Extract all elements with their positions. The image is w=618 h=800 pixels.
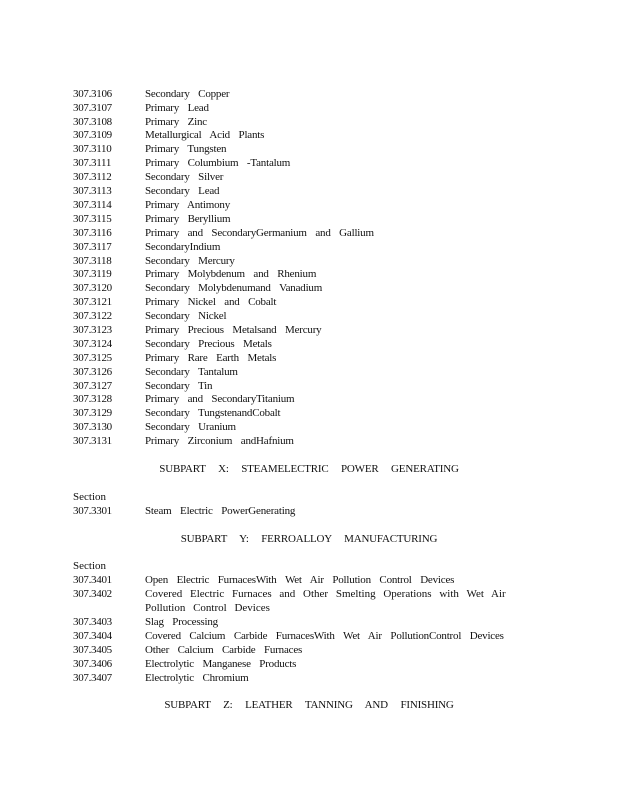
section-title: Secondary Silver bbox=[145, 171, 224, 183]
section-number: 307.3118 bbox=[73, 255, 112, 267]
section-number: 307.3116 bbox=[73, 227, 112, 239]
section-title: Secondary Copper bbox=[145, 88, 230, 100]
section-number: 307.3126 bbox=[73, 366, 112, 378]
section-title: SecondaryIndium bbox=[145, 241, 221, 253]
list-item bbox=[0, 170, 618, 184]
list-item bbox=[0, 142, 618, 156]
list-item bbox=[0, 156, 618, 170]
section-title: Covered Electric Furnaces and Other Smelting Operations with Wet Air Pollution Control Devices bbox=[145, 588, 506, 614]
section-title: Secondary Nickel bbox=[145, 310, 227, 322]
list-item bbox=[0, 392, 618, 406]
section-number: 307.3301 bbox=[73, 505, 112, 517]
list-item bbox=[0, 365, 618, 379]
section-title: Secondary Tantalum bbox=[145, 366, 238, 378]
list-item bbox=[0, 128, 618, 142]
subpart-heading: SUBPART Y: FERROALLOY MANUFACTURING bbox=[180, 533, 438, 545]
list-item bbox=[0, 406, 618, 420]
section-title: Primary Rare Earth Metals bbox=[145, 352, 277, 364]
section-number: 307.3407 bbox=[73, 672, 112, 684]
list-item bbox=[0, 281, 618, 295]
section-title: Primary and SecondaryTitanium bbox=[145, 393, 295, 405]
section-title: Other Calcium Carbide Furnaces bbox=[145, 644, 303, 656]
list-item bbox=[0, 434, 618, 448]
section-number: 307.3129 bbox=[73, 407, 112, 419]
section-number: 307.3131 bbox=[73, 435, 112, 447]
section-number: 307.3406 bbox=[73, 658, 112, 670]
subpart-z-heading-row bbox=[0, 698, 618, 712]
section-title: Primary and SecondaryGermanium and Gallium bbox=[145, 227, 374, 239]
section-title: Open Electric FurnacesWith Wet Air Pollution Control Devices bbox=[145, 574, 455, 586]
section-title: Slag Processing bbox=[145, 616, 218, 628]
section-number: 307.3127 bbox=[73, 380, 112, 392]
list-item bbox=[0, 101, 618, 115]
subpart-heading: SUBPART Z: LEATHER TANNING AND FINISHING bbox=[164, 699, 454, 711]
list-item bbox=[0, 573, 618, 587]
section-title: Secondary Lead bbox=[145, 185, 220, 197]
list-item bbox=[0, 87, 618, 101]
section-title: Secondary Mercury bbox=[145, 255, 235, 267]
section-number: 307.3109 bbox=[73, 129, 112, 141]
section-title: Primary Nickel and Cobalt bbox=[145, 296, 277, 308]
section-number: 307.3113 bbox=[73, 185, 112, 197]
section-label: Section bbox=[73, 560, 106, 572]
section-title: Electrolytic Manganese Products bbox=[145, 658, 297, 670]
list-item bbox=[0, 671, 618, 685]
section-number: 307.3106 bbox=[73, 88, 112, 100]
list-item bbox=[0, 184, 618, 198]
list-item bbox=[0, 504, 618, 518]
subpart-y-heading-row bbox=[0, 532, 618, 546]
section-label-row bbox=[0, 490, 618, 504]
section-title: Primary Molybdenum and Rhenium bbox=[145, 268, 317, 280]
section-number: 307.3402 bbox=[73, 588, 112, 600]
section-number: 307.3125 bbox=[73, 352, 112, 364]
section-number: 307.3403 bbox=[73, 616, 112, 628]
section-title: Steam Electric PowerGenerating bbox=[145, 505, 296, 517]
section-title: Secondary Molybdenumand Vanadium bbox=[145, 282, 323, 294]
list-item bbox=[0, 629, 618, 643]
list-item bbox=[0, 212, 618, 226]
section-number: 307.3114 bbox=[73, 199, 112, 211]
section-title: Metallurgical Acid Plants bbox=[145, 129, 265, 141]
section-number: 307.3110 bbox=[73, 143, 112, 155]
section-title: Primary Zinc bbox=[145, 116, 207, 128]
section-number: 307.3107 bbox=[73, 102, 112, 114]
section-number: 307.3404 bbox=[73, 630, 112, 642]
section-title: Secondary TungstenandCobalt bbox=[145, 407, 281, 419]
list-item bbox=[0, 240, 618, 254]
section-number: 307.3122 bbox=[73, 310, 112, 322]
list-item bbox=[0, 198, 618, 212]
list-item bbox=[0, 337, 618, 351]
list-item bbox=[0, 267, 618, 281]
list-item bbox=[0, 226, 618, 240]
section-title: Primary Tungsten bbox=[145, 143, 227, 155]
section-title: Primary Zirconium andHafnium bbox=[145, 435, 294, 447]
section-number: 307.3121 bbox=[73, 296, 112, 308]
section-number: 307.3119 bbox=[73, 268, 112, 280]
section-number: 307.3405 bbox=[73, 644, 112, 656]
section-number: 307.3123 bbox=[73, 324, 112, 336]
list-item bbox=[0, 657, 618, 671]
list-item bbox=[0, 351, 618, 365]
list-item bbox=[0, 323, 618, 337]
section-number: 307.3115 bbox=[73, 213, 112, 225]
subpart-x-heading-row bbox=[0, 462, 618, 476]
section-label-row bbox=[0, 559, 618, 573]
section-number: 307.3112 bbox=[73, 171, 112, 183]
list-item bbox=[0, 643, 618, 657]
list-item bbox=[0, 615, 618, 629]
list-item bbox=[0, 115, 618, 129]
section-label: Section bbox=[73, 491, 106, 503]
section-title: Primary Columbium -Tantalum bbox=[145, 157, 291, 169]
section-title: Secondary Tin bbox=[145, 380, 213, 392]
section-title: Secondary Uranium bbox=[145, 421, 236, 433]
section-title: Primary Lead bbox=[145, 102, 209, 114]
section-title: Secondary Precious Metals bbox=[145, 338, 272, 350]
section-number: 307.3108 bbox=[73, 116, 112, 128]
section-number: 307.3401 bbox=[73, 574, 112, 586]
list-item bbox=[0, 295, 618, 309]
section-number: 307.3130 bbox=[73, 421, 112, 433]
list-item bbox=[0, 254, 618, 268]
section-title: Primary Precious Metalsand Mercury bbox=[145, 324, 322, 336]
list-item bbox=[0, 420, 618, 434]
list-item bbox=[0, 309, 618, 323]
section-title: Primary Antimony bbox=[145, 199, 230, 211]
section-number: 307.3120 bbox=[73, 282, 112, 294]
subpart-heading: SUBPART X: STEAMELECTRIC POWER GENERATING bbox=[159, 463, 459, 475]
section-number: 307.3117 bbox=[73, 241, 112, 253]
section-title: Covered Calcium Carbide FurnacesWith Wet Air PollutionControl Devices bbox=[145, 630, 504, 642]
section-title: Primary Beryllium bbox=[145, 213, 231, 225]
section-number: 307.3111 bbox=[73, 157, 112, 169]
section-number: 307.3124 bbox=[73, 338, 112, 350]
list-item bbox=[0, 379, 618, 393]
section-title: Electrolytic Chromium bbox=[145, 672, 249, 684]
list-item bbox=[0, 587, 618, 615]
section-number: 307.3128 bbox=[73, 393, 112, 405]
